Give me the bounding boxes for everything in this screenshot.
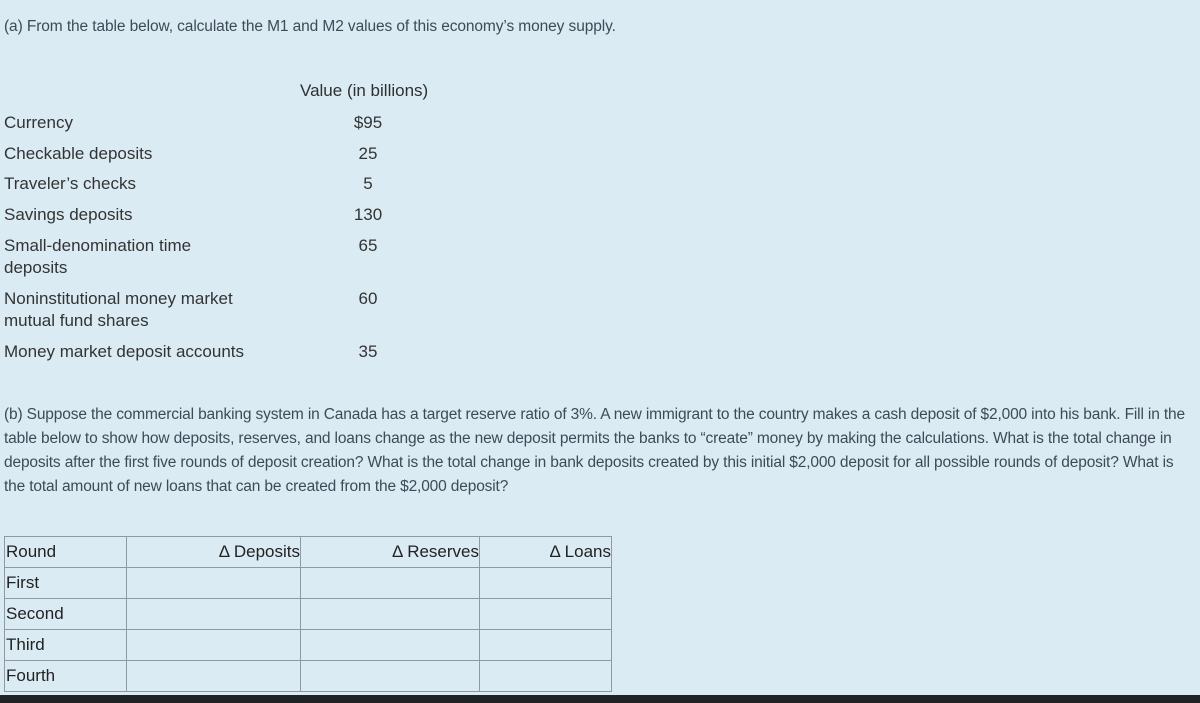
table-header-row	[5, 537, 612, 568]
table-row	[5, 661, 612, 692]
item-value: 5	[363, 174, 373, 193]
deposits-cell[interactable]	[127, 599, 301, 630]
question-b-text: (b) Suppose the commercial banking system in Canada has a target reserve ratio of 3%. A new immigrant to the country makes a cash deposit of $2,000 into his bank. Fill in the table below to show how deposits, reserves, and loans change as the new deposit permits the banks to “create” money by making the calculations. What is the total change in deposits after the first five rounds of deposit creation? What is the total change in bank deposits created by this initial $2,000 deposit for all possible rounds of deposit? What is the total amount of new loans that can be created from the $2,000 deposit?	[4, 406, 1185, 495]
value-column-header: Value (in billions)	[300, 81, 429, 100]
item-value: 65	[358, 236, 378, 255]
item-value: $95	[353, 113, 383, 132]
round-label: First	[5, 568, 127, 599]
loans-cell[interactable]	[480, 599, 612, 630]
item-label: Small-denomination time deposits	[4, 236, 192, 277]
question-a-text: (a) From the table below, calculate the M1 and M2 values of this economy’s money supply.	[4, 18, 616, 35]
deposits-cell[interactable]	[127, 568, 301, 599]
table-row	[5, 568, 612, 599]
item-value: 25	[358, 144, 378, 163]
header-loans: Δ Loans	[480, 537, 612, 568]
reserves-cell[interactable]	[301, 630, 480, 661]
loans-cell[interactable]	[480, 568, 612, 599]
reserves-cell[interactable]	[301, 661, 480, 692]
reserves-cell[interactable]	[301, 599, 480, 630]
item-label: Checkable deposits	[4, 144, 153, 163]
table-row	[5, 630, 612, 661]
deposit-creation-table	[4, 536, 612, 692]
item-label: Noninstitutional money market mutual fund shares	[4, 289, 233, 330]
header-round: Round	[5, 537, 127, 568]
header-reserves: Δ Reserves	[301, 537, 480, 568]
item-value: 130	[353, 205, 383, 224]
round-label: Second	[5, 599, 127, 630]
round-label: Fourth	[5, 661, 127, 692]
item-label: Currency	[4, 113, 73, 132]
item-value: 35	[358, 342, 378, 361]
deposits-cell[interactable]	[127, 630, 301, 661]
item-label: Money market deposit accounts	[4, 342, 245, 361]
header-deposits: Δ Deposits	[127, 537, 301, 568]
round-label: Third	[5, 630, 127, 661]
reserves-cell[interactable]	[301, 568, 480, 599]
loans-cell[interactable]	[480, 630, 612, 661]
table-row	[5, 599, 612, 630]
loans-cell[interactable]	[480, 661, 612, 692]
deposits-cell[interactable]	[127, 661, 301, 692]
item-label: Traveler’s checks	[4, 174, 136, 193]
bottom-bar	[0, 695, 1200, 703]
item-label: Savings deposits	[4, 205, 133, 224]
item-value: 60	[358, 289, 378, 308]
